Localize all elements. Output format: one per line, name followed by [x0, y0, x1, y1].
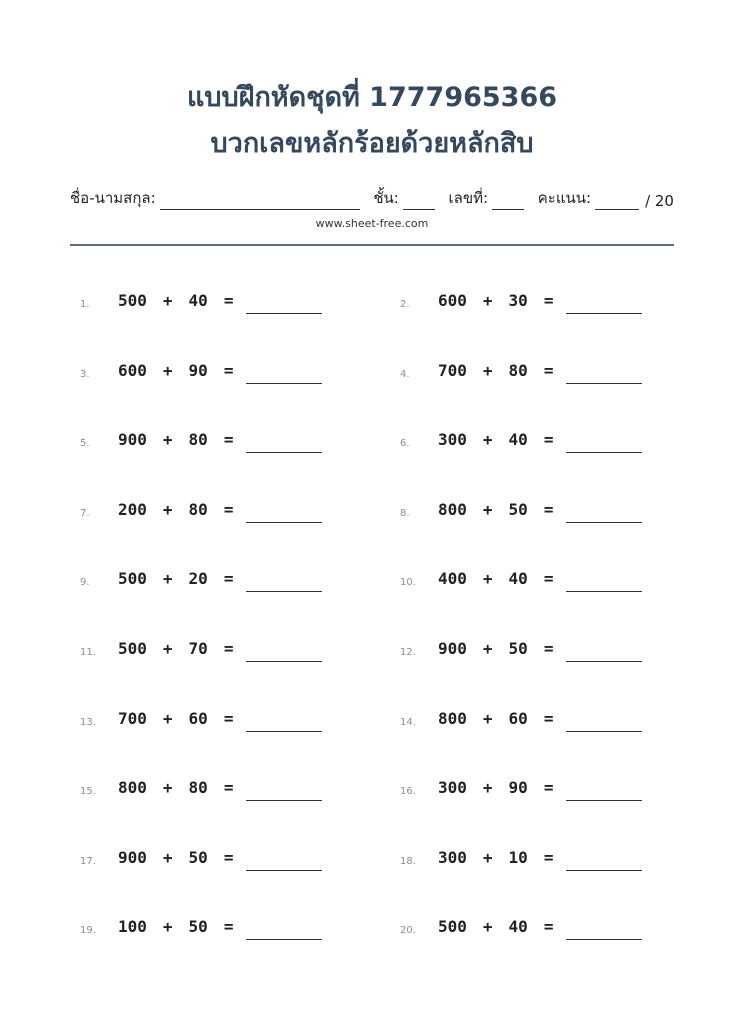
name-label: ชื่อ-นามสกุล:	[70, 189, 156, 207]
answer-blank[interactable]	[246, 312, 322, 314]
answer-blank[interactable]	[246, 730, 322, 732]
problem-item	[400, 912, 700, 942]
second-operand: 50	[508, 499, 528, 519]
first-operand: 100	[118, 917, 147, 937]
equals-sign: =	[543, 708, 554, 728]
second-operand: 30	[508, 291, 528, 310]
problem-number: 9.	[80, 577, 90, 589]
answer-blank[interactable]	[246, 660, 322, 662]
problem-expression	[118, 291, 233, 310]
second-operand: 60	[508, 708, 528, 728]
problem-number: 2.	[400, 299, 410, 310]
problem-number: 1.	[80, 299, 90, 310]
second-operand: 50	[508, 639, 528, 658]
score-field-group	[538, 186, 674, 210]
problem-number: 12.	[400, 647, 416, 658]
second-operand: 80	[188, 778, 208, 798]
second-operand: 80	[188, 430, 208, 450]
class-field-group	[373, 186, 435, 210]
plus-operator: +	[162, 639, 173, 658]
answer-blank[interactable]	[566, 799, 642, 801]
problem-expression	[438, 361, 553, 380]
problem-item	[400, 634, 700, 664]
name-field-group	[70, 186, 360, 210]
website-url: www.sheet-free.com	[315, 217, 429, 230]
plus-operator: +	[482, 639, 493, 658]
plus-operator: +	[482, 360, 493, 380]
first-operand: 200	[118, 499, 147, 519]
worksheet-subtitle: บวกเลขหลักร้อยด้วยหลักสิบ	[210, 128, 534, 159]
equals-sign: =	[543, 569, 554, 589]
second-operand: 40	[508, 917, 528, 937]
plus-operator: +	[162, 917, 173, 937]
plus-operator: +	[162, 778, 173, 798]
equals-sign: =	[223, 708, 234, 728]
plus-operator: +	[482, 569, 493, 589]
second-operand: 40	[188, 291, 208, 310]
number-blank[interactable]	[492, 191, 524, 210]
first-operand: 300	[438, 847, 467, 867]
header-divider	[70, 244, 674, 246]
first-operand: 900	[438, 639, 467, 658]
answer-blank[interactable]	[246, 590, 322, 592]
equals-sign: =	[223, 569, 234, 589]
plus-operator: +	[162, 291, 173, 310]
problem-number: 10.	[400, 577, 416, 589]
first-operand: 800	[118, 778, 147, 798]
problem-item	[400, 425, 700, 455]
answer-blank[interactable]	[566, 521, 642, 523]
second-operand: 10	[508, 847, 528, 867]
equals-sign: =	[543, 499, 554, 519]
first-operand: 900	[118, 847, 147, 867]
problem-expression	[118, 361, 233, 380]
plus-operator: +	[162, 499, 173, 519]
first-operand: 800	[438, 499, 467, 519]
class-blank[interactable]	[403, 191, 435, 210]
problem-item	[80, 495, 380, 525]
problem-item	[400, 564, 700, 594]
plus-operator: +	[482, 708, 493, 728]
equals-sign: =	[543, 360, 554, 380]
first-operand: 900	[118, 430, 147, 450]
second-operand: 40	[508, 569, 528, 589]
plus-operator: +	[482, 778, 493, 798]
first-operand: 300	[438, 778, 467, 798]
problem-item	[80, 564, 380, 594]
plus-operator: +	[162, 430, 173, 450]
problem-item	[80, 425, 380, 455]
equals-sign: =	[543, 291, 554, 310]
plus-operator: +	[162, 569, 173, 589]
problem-item	[80, 912, 380, 942]
problem-item	[400, 286, 700, 316]
problem-item	[400, 773, 700, 803]
problem-expression	[438, 291, 553, 310]
problem-number: 16.	[400, 786, 416, 798]
problem-item	[80, 286, 380, 316]
problem-item	[80, 356, 380, 386]
problem-number: 3.	[80, 368, 90, 380]
answer-blank[interactable]	[246, 521, 322, 523]
problem-number: 13.	[80, 716, 96, 728]
name-blank[interactable]	[160, 191, 360, 210]
problem-item	[400, 843, 700, 873]
plus-operator: +	[482, 291, 493, 310]
second-operand: 50	[188, 847, 208, 867]
problem-number: 4.	[400, 368, 410, 380]
first-operand: 500	[118, 569, 147, 589]
problem-expression	[438, 430, 553, 449]
problem-expression	[118, 639, 233, 658]
first-operand: 700	[118, 708, 147, 728]
problem-item	[400, 495, 700, 525]
answer-blank[interactable]	[246, 938, 322, 940]
equals-sign: =	[223, 917, 234, 937]
first-operand: 500	[438, 917, 467, 937]
plus-operator: +	[482, 430, 493, 450]
problem-number: 20.	[400, 925, 416, 937]
score-blank[interactable]	[595, 191, 639, 210]
answer-blank[interactable]	[566, 590, 642, 592]
problem-number: 15.	[80, 786, 96, 798]
answer-blank[interactable]	[566, 938, 642, 940]
second-operand: 90	[508, 778, 528, 798]
problem-expression	[118, 500, 233, 519]
equals-sign: =	[223, 639, 234, 658]
student-info-row	[70, 182, 674, 210]
second-operand: 90	[188, 360, 208, 380]
problem-number: 7.	[80, 507, 90, 519]
problem-expression	[438, 639, 553, 658]
equals-sign: =	[223, 291, 234, 310]
answer-blank[interactable]	[246, 451, 322, 453]
problem-expression	[438, 848, 553, 867]
problem-expression	[438, 569, 553, 588]
problem-expression	[118, 709, 233, 728]
problem-item	[400, 704, 700, 734]
problem-expression	[118, 778, 233, 797]
problem-expression	[118, 430, 233, 449]
first-operand: 300	[438, 430, 467, 450]
first-operand: 400	[438, 569, 467, 589]
worksheet-title: แบบฝึกหัดชุดที่ 1777965366	[186, 82, 558, 113]
equals-sign: =	[543, 639, 554, 658]
answer-blank[interactable]	[566, 730, 642, 732]
problem-expression	[118, 569, 233, 588]
problem-expression	[118, 848, 233, 867]
score-total: / 20	[645, 192, 674, 210]
first-operand: 800	[438, 708, 467, 728]
plus-operator: +	[482, 917, 493, 937]
plus-operator: +	[482, 847, 493, 867]
equals-sign: =	[223, 499, 234, 519]
problem-item	[400, 356, 700, 386]
equals-sign: =	[543, 430, 554, 450]
equals-sign: =	[223, 847, 234, 867]
class-label: ชั้น:	[373, 189, 399, 207]
problem-number: 17.	[80, 855, 96, 867]
second-operand: 80	[188, 499, 208, 519]
problem-expression	[438, 500, 553, 519]
second-operand: 60	[188, 708, 208, 728]
problem-expression	[118, 917, 233, 936]
number-field-group	[449, 186, 525, 210]
first-operand: 600	[438, 291, 467, 310]
equals-sign: =	[223, 430, 234, 450]
first-operand: 500	[118, 639, 147, 658]
number-label: เลขที่:	[448, 189, 489, 207]
problem-expression	[438, 917, 553, 936]
answer-blank[interactable]	[246, 869, 322, 871]
second-operand: 20	[188, 569, 208, 589]
problem-number: 5.	[80, 438, 90, 450]
problem-expression	[438, 709, 553, 728]
equals-sign: =	[543, 778, 554, 798]
problem-item	[80, 704, 380, 734]
first-operand: 700	[438, 360, 467, 380]
answer-blank[interactable]	[246, 382, 322, 384]
answer-blank[interactable]	[566, 382, 642, 384]
answer-blank[interactable]	[566, 660, 642, 662]
problem-number: 14.	[400, 716, 416, 728]
plus-operator: +	[162, 708, 173, 728]
second-operand: 50	[188, 917, 208, 937]
second-operand: 40	[508, 430, 528, 450]
problem-number: 11.	[80, 647, 96, 658]
problem-expression	[438, 778, 553, 797]
equals-sign: =	[223, 778, 234, 798]
problem-item	[80, 634, 380, 664]
first-operand: 600	[118, 360, 147, 380]
equals-sign: =	[543, 847, 554, 867]
plus-operator: +	[162, 847, 173, 867]
problem-number: 19.	[80, 925, 96, 937]
answer-blank[interactable]	[566, 312, 642, 314]
equals-sign: =	[223, 360, 234, 380]
second-operand: 70	[188, 639, 208, 658]
plus-operator: +	[482, 499, 493, 519]
problem-number: 6.	[400, 438, 410, 450]
first-operand: 500	[118, 291, 147, 310]
answer-blank[interactable]	[566, 869, 642, 871]
answer-blank[interactable]	[566, 451, 642, 453]
problem-number: 8.	[400, 507, 410, 519]
problem-number: 18.	[400, 855, 416, 867]
problem-item	[80, 773, 380, 803]
answer-blank[interactable]	[246, 799, 322, 801]
plus-operator: +	[162, 360, 173, 380]
score-label: คะแนน:	[537, 189, 592, 207]
second-operand: 80	[508, 360, 528, 380]
equals-sign: =	[543, 917, 554, 937]
problem-item	[80, 843, 380, 873]
